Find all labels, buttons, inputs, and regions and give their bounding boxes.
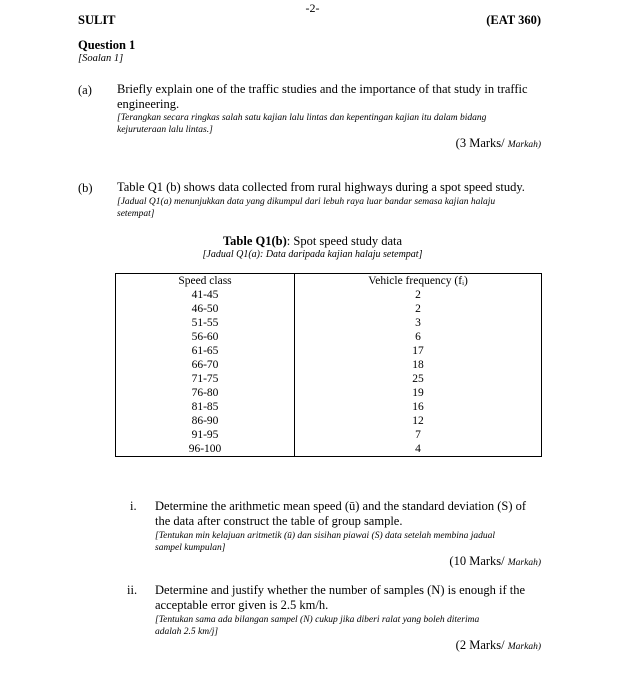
table-row [116,358,542,372]
speed-class-cell: 56-60 [116,330,295,344]
vehicle-frequency-cell: 6 [295,330,542,344]
table-row [116,302,542,316]
header-sulit: SULIT [78,13,116,27]
part-a-text [117,82,547,112]
table-row [116,442,542,457]
part-b-label: (b) [78,181,93,195]
table-body [116,288,542,457]
sub-i-trans-line1: [Tentukan min kelajuan aritmetik (ū) dan sisihan piawai (S) data setelah membina jadual [155,531,496,541]
speed-class-cell: 81-85 [116,400,295,414]
table-title-rest: : Spot speed study data [286,234,403,248]
vehicle-frequency-cell: 18 [295,358,542,372]
sub-i-translation [155,530,555,554]
vehicle-frequency-cell: 2 [295,288,542,302]
header-course-code: (EAT 360) [486,13,541,27]
header-vehicle-frequency: Vehicle frequency (fᵢ) [295,274,542,289]
table-row [116,428,542,442]
page-number: -2- [305,1,320,15]
vehicle-frequency-cell: 25 [295,372,542,386]
table-title [0,234,625,249]
sub-i-marks-en: (10 Marks/ [449,554,505,568]
part-b-text: Table Q1 (b) shows data collected from rural highways during a spot speed study. [117,180,525,194]
table-row [116,386,542,400]
vehicle-frequency-cell: 2 [295,302,542,316]
part-b-translation [117,196,547,220]
vehicle-frequency-cell: 19 [295,386,542,400]
part-a-trans-line1: [Terangkan secara ringkas salah satu kajian lalu lintas dan kepentingan kajian itu dalam bidang [117,113,487,123]
sub-i-label: i. [130,499,137,513]
question-translation: [Soalan 1] [78,53,124,64]
table-row [116,330,542,344]
vehicle-frequency-cell: 12 [295,414,542,428]
sub-ii-text-line1: Determine and justify whether the number of samples (N) is enough if the [155,583,526,597]
table-row [116,414,542,428]
speed-class-cell: 71-75 [116,372,295,386]
sub-ii-marks [456,638,541,653]
vehicle-frequency-cell: 17 [295,344,542,358]
part-a-label: (a) [78,83,92,97]
part-b-trans-line2: setempat] [117,209,155,219]
part-a-marks-en: (3 Marks/ [455,136,505,150]
vehicle-frequency-cell: 3 [295,316,542,330]
table-row [116,288,542,302]
sub-ii-trans-line2: adalah 2.5 km/j] [155,627,219,637]
speed-class-cell: 51-55 [116,316,295,330]
part-a-text-line1: Briefly explain one of the traffic studies and the importance of that study in traffic [117,82,528,96]
table-header-row [116,274,542,289]
question-title: Question 1 [78,38,136,52]
sub-ii-marks-ms: Markah) [507,642,541,652]
speed-class-cell: 96-100 [116,442,295,457]
sub-ii-text-line2: acceptable error given is 2.5 km/h. [155,598,329,612]
table-row [116,400,542,414]
sub-ii-trans-line1: [Tentukan sama ada bilangan sampel (N) cukup jika diberi ralat yang boleh diterima [155,615,480,625]
sub-i-marks [449,554,541,569]
sub-i-marks-ms: Markah) [507,558,541,568]
table-row [116,372,542,386]
sub-ii-marks-en: (2 Marks/ [455,638,505,652]
spot-speed-table [115,273,542,457]
speed-class-cell: 66-70 [116,358,295,372]
table-translation: [Jadual Q1(a): Data daripada kajian halaju setempat] [202,249,423,260]
sub-i-trans-line2: sampel kumpulan] [155,543,226,553]
vehicle-frequency-cell: 4 [295,442,542,457]
vehicle-frequency-cell: 7 [295,428,542,442]
sub-ii-label: ii. [127,583,138,597]
sub-i-text [155,499,555,529]
table-row [116,344,542,358]
vehicle-frequency-cell: 16 [295,400,542,414]
table-row [116,316,542,330]
sub-i-text-line2: the data after construct the table of group sample. [155,514,403,528]
part-a-text-line2: engineering. [117,97,180,111]
table-title-bold: Table Q1(b) [222,234,287,248]
speed-class-cell: 76-80 [116,386,295,400]
speed-class-cell: 91-95 [116,428,295,442]
sub-i-text-line1: Determine the arithmetic mean speed (ū) and the standard deviation (S) of [155,499,527,513]
part-a-trans-line2: kejuruteraan lalu lintas.] [117,125,213,135]
part-a-translation [117,112,547,136]
sub-ii-translation [155,614,555,638]
speed-class-cell: 46-50 [116,302,295,316]
header-speed-class: Speed class [116,274,295,289]
speed-class-cell: 86-90 [116,414,295,428]
part-b-trans-line1: [Jadual Q1(a) menunjukkan data yang dikumpul dari lebuh raya luar bandar semasa kajian halaju [117,197,496,207]
speed-class-cell: 41-45 [116,288,295,302]
part-a-marks-ms: Markah) [507,140,541,150]
sub-ii-text [155,583,555,613]
speed-class-cell: 61-65 [116,344,295,358]
part-a-marks [456,136,541,151]
